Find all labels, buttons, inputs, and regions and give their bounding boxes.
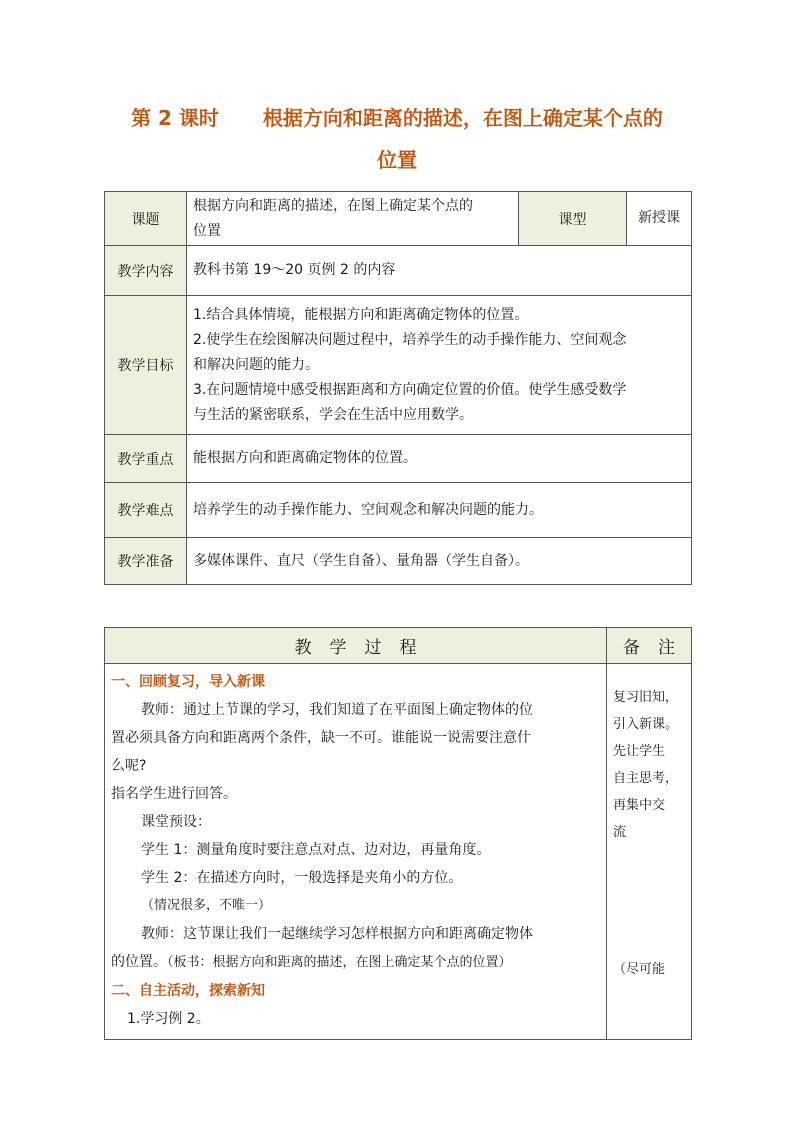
notes-header: 备 注 <box>607 628 692 664</box>
teacher-transition-line1: 教师：这节课让我们一起继续学习怎样根据方向和距离确定物体 <box>141 926 533 942</box>
difficulty-label: 教学难点 <box>105 483 187 538</box>
lesson-info-table <box>104 191 692 585</box>
teaching-process-table <box>104 627 692 1040</box>
type-label: 课型 <box>519 192 627 246</box>
class-preset: 课堂预设： <box>141 814 211 830</box>
goal-2: 2.使学生在绘图解决问题过程中，培养学生的动手操作能力、空间观念 和解决问题的能力。 <box>193 331 627 373</box>
goals-label: 教学目标 <box>105 296 187 435</box>
process-content <box>105 664 607 1040</box>
student-answer-instruction: 指名学生进行回答。 <box>111 786 237 802</box>
note-line: 复习旧知， <box>613 690 679 705</box>
preset-note: （情况很多，不唯一） <box>141 898 272 913</box>
student-1-answer: 学生 1：测量角度时要注意点对点、边对边，再量角度。 <box>141 842 491 858</box>
goals-value <box>187 296 692 435</box>
teacher-transition-line2: 的位置。（板书：根据方向和距离的描述，在图上确定某个点的位置） <box>111 954 512 970</box>
teacher-intro-line1: 教师：通过上节课的学习，我们知道了在平面图上确定物体的位 <box>141 702 533 718</box>
goal-3: 3.在问题情境中感受根据距离和方向确定位置的价值。使学生感受数学 与生活的紧密联系，学会在生活中应用数学。 <box>193 381 627 423</box>
process-header: 教 学 过 程 <box>105 628 607 664</box>
difficulty-value: 培养学生的动手操作能力、空间观念和解决问题的能力。 <box>187 483 692 538</box>
page-title-line2: 位置 <box>377 148 417 172</box>
note-line: 流 <box>613 825 627 840</box>
note-line: 再集中交 <box>613 798 666 813</box>
notes-column <box>607 664 692 1040</box>
note-bottom-line: （尽可能 <box>613 962 666 977</box>
goal-1: 1.结合具体情境，能根据方向和距离确定物体的位置。 <box>193 306 529 323</box>
note-line: 自主思考， <box>613 771 679 786</box>
example-2-item: 1.学习例 2。 <box>127 1011 210 1027</box>
type-value: 新授课 <box>627 192 692 246</box>
section-explore-heading: 二、自主活动，探索新知 <box>111 983 265 999</box>
lesson-number: 第 2 课时 <box>131 106 219 130</box>
key-point-value: 能根据方向和距离确定物体的位置。 <box>187 435 692 483</box>
student-2-answer: 学生 2：在描述方向时，一般选择是夹角小的方位。 <box>141 870 463 886</box>
note-line: 引入新课。 <box>613 717 679 732</box>
teacher-intro-line3: 么呢? <box>111 758 147 774</box>
preparation-value: 多媒体课件、直尺（学生自备）、量角器（学生自备）。 <box>187 538 692 585</box>
teacher-intro-line2: 置必须具备方向和距离两个条件，缺一不可。谁能说一说需要注意什 <box>111 730 531 746</box>
topic-value: 根据方向和距离的描述，在图上确定某个点的 位置 <box>187 192 519 246</box>
topic-label: 课题 <box>105 192 187 246</box>
content-value: 教科书第 19～20 页例 2 的内容 <box>187 246 692 296</box>
content-label: 教学内容 <box>105 246 187 296</box>
page-title-line1 <box>0 102 794 131</box>
preparation-label: 教学准备 <box>105 538 187 585</box>
section-review-heading: 一、回顾复习，导入新课 <box>111 674 265 690</box>
lesson-topic: 根据方向和距离的描述，在图上确定某个点的 <box>262 106 663 130</box>
key-point-label: 教学重点 <box>105 435 187 483</box>
note-line: 先让学生 <box>613 744 666 759</box>
